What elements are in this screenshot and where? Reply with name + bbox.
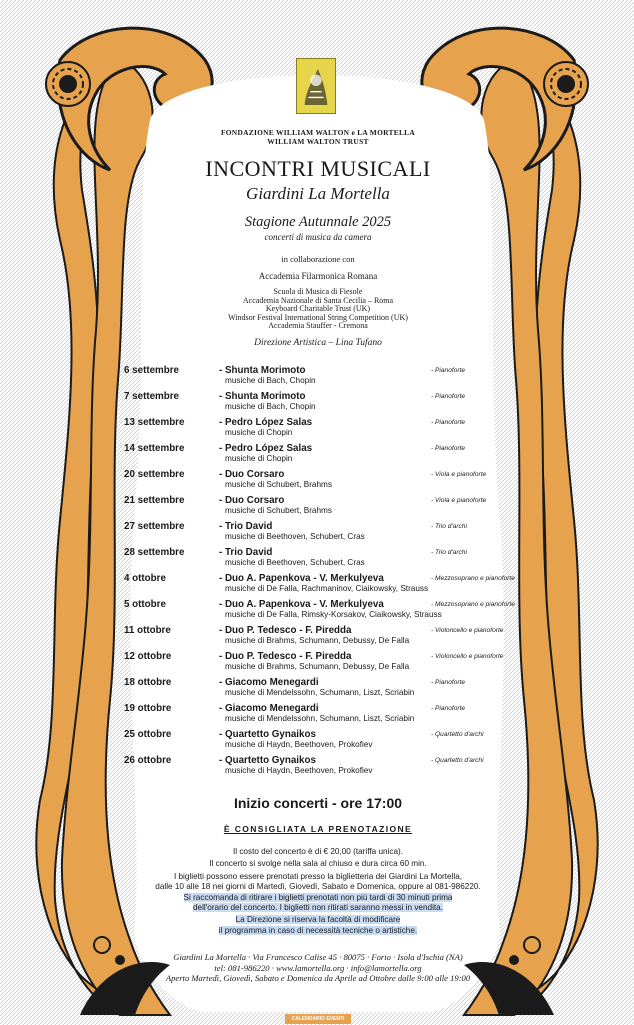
- contacts-line: tel: 081-986220 · www.lamortella.org · info@lamortella.org: [214, 962, 422, 973]
- concert-row: [124, 391, 534, 417]
- concert-row: [124, 755, 534, 781]
- partner-item: Windsor Festival International String Competition (UK): [228, 312, 408, 322]
- main-partner: Accademia Filarmonica Romana: [258, 271, 378, 281]
- concert-date: 25 ottobre: [124, 729, 172, 740]
- season-subtitle: concerti di musica da camera: [264, 232, 372, 242]
- concert-program: musiche di Brahms, Schumann, Debussy, De Falla: [225, 662, 410, 671]
- concert-instrument: - Viola e pianoforte: [431, 471, 487, 478]
- concert-artist: - Duo P. Tedesco - F. Piredda: [219, 651, 352, 662]
- tickets-line-2: dalle 10 alle 18 nei giorni di Martedì, Giovedì, Sabato e Domenica, oppure al 081-986220.: [155, 882, 481, 892]
- concert-row: [124, 495, 534, 521]
- tickets-line: [98, 872, 538, 893]
- concert-artist: - Duo A. Papenkova - V. Merkulyeva: [219, 573, 384, 584]
- concert-artist: - Giacomo Menegardi: [219, 677, 319, 688]
- concert-instrument: - Quartetto d'archi: [431, 731, 484, 738]
- reserve-line-1: La Direzione si riserva la facoltà di modificare: [235, 915, 401, 925]
- concert-instrument: - Pianoforte: [431, 705, 466, 712]
- concert-row: [124, 651, 534, 677]
- info-block: [98, 847, 538, 938]
- concert-artist: - Duo Corsaro: [219, 469, 285, 480]
- concert-program: musiche di Chopin: [225, 428, 293, 437]
- pickup-line-1: Si raccomanda di ritirare i biglietti prenotati non più tardi di 30 minuti prima: [183, 892, 453, 902]
- concert-instrument: - Mezzosoprano e pianoforte: [431, 575, 515, 582]
- reserve-line-2: il programma in caso di necessità tecniche o artistiche.: [218, 925, 418, 935]
- artistic-direction: Direzione Artistica – Lina Tufano: [254, 338, 382, 348]
- concert-row: [124, 547, 534, 573]
- concert-program: musiche di De Falla, Rachmaninov, Ciaikowsky, Strauss: [225, 584, 429, 593]
- concert-date: 12 ottobre: [124, 651, 172, 662]
- partner-item: Keyboard Charitable Trust (UK): [265, 304, 371, 314]
- concert-date: 14 settembre: [124, 443, 185, 454]
- concert-program: musiche di Schubert, Brahms: [225, 506, 332, 515]
- left-flower: [46, 62, 90, 106]
- page-title: INCONTRI MUSICALI: [205, 156, 431, 181]
- concert-artist: - Duo P. Tedesco - F. Piredda: [219, 625, 352, 636]
- concert-row: [124, 729, 534, 755]
- concert-program: musiche di Mendelssohn, Schumann, Liszt, Scriabin: [225, 688, 415, 697]
- concert-date: 7 settembre: [124, 391, 179, 402]
- concert-artist: - Quartetto Gynaikos: [219, 729, 316, 740]
- concert-row: [124, 365, 534, 391]
- concert-program: musiche di Chopin: [225, 454, 293, 463]
- concert-instrument: - Pianoforte: [431, 393, 466, 400]
- concert-row: [124, 443, 534, 469]
- poster-content: [108, 52, 528, 1022]
- concert-instrument: - Quartetto d'archi: [431, 757, 484, 764]
- duration-line: Il concerto si svolge nella sala al chiuso e dura circa 60 min.: [209, 859, 427, 869]
- cost-line: Il costo del concerto è di € 20,00 (tariffa unica).: [232, 847, 404, 856]
- tickets-line-1: I biglietti possono essere prenotati presso la biglietteria dei Giardini La Mortella,: [173, 871, 463, 881]
- pickup-notice: [98, 893, 538, 914]
- concert-date: 26 ottobre: [124, 755, 172, 766]
- concert-artist: - Shunta Morimoto: [219, 391, 306, 402]
- concert-row: [124, 599, 534, 625]
- opening-hours-line: Aperto Martedì, Giovedì, Sabato e Domenica da Aprile ad Ottobre dalle 9:00 alle 19:00: [165, 973, 471, 984]
- partner-list: [108, 288, 528, 331]
- partner-item: Accademia Stauffer - Cremona: [268, 321, 368, 331]
- partner-item: Scuola di Musica di Fiesole: [273, 287, 363, 296]
- concert-program: musiche di Brahms, Schumann, Debussy, De Falla: [225, 636, 410, 645]
- concert-program: musiche di Schubert, Brahms: [225, 480, 332, 489]
- foundation-heading: [108, 128, 528, 146]
- concert-date: 4 ottobre: [124, 573, 166, 584]
- contact-block: [98, 952, 538, 984]
- concert-program: musiche di Haydn, Beethoven, Prokofiev: [225, 740, 373, 749]
- concert-program: musiche di Bach, Chopin: [225, 376, 316, 385]
- concert-schedule: [124, 365, 534, 781]
- booking-notice: È CONSIGLIATA LA PRENOTAZIONE: [223, 824, 413, 834]
- partner-item: Accademia Nazionale di Santa Cecilia – Roma: [242, 295, 394, 305]
- concert-artist: - Pedro López Salas: [219, 443, 313, 454]
- concert-row: [124, 417, 534, 443]
- right-flower: [544, 62, 588, 106]
- concert-program: musiche di Beethoven, Schubert, Cras: [225, 532, 365, 541]
- concert-date: 19 ottobre: [124, 703, 172, 714]
- concert-artist: - Pedro López Salas: [219, 417, 313, 428]
- concert-artist: - Shunta Morimoto: [219, 365, 306, 376]
- concert-row: [124, 469, 534, 495]
- concert-date: 28 settembre: [124, 547, 185, 558]
- concert-date: 21 settembre: [124, 495, 185, 506]
- concert-program: musiche di Bach, Chopin: [225, 402, 316, 411]
- foundation-logo: [296, 58, 336, 114]
- foundation-line-1: FONDAZIONE WILLIAM WALTON e LA MORTELLA: [220, 128, 416, 137]
- address-line: Giardini La Mortella · Via Francesco Calise 45 · 80075 · Forio · Isola d'Ischia (NA): [173, 952, 463, 962]
- concert-instrument: - Trio d'archi: [431, 549, 467, 556]
- concert-row: [124, 521, 534, 547]
- concert-row: [124, 677, 534, 703]
- concert-instrument: - Pianoforte: [431, 679, 466, 686]
- concert-date: 27 settembre: [124, 521, 185, 532]
- concert-instrument: - Viola e pianoforte: [431, 497, 487, 504]
- concert-date: 18 ottobre: [124, 677, 172, 688]
- pickup-line-2: dell'orario del concerto. I biglietti non ritirati saranno messi in vendita.: [192, 903, 444, 913]
- concert-date: 11 ottobre: [124, 625, 171, 636]
- concert-program: musiche di Beethoven, Schubert, Cras: [225, 558, 365, 567]
- concert-row: [124, 625, 534, 651]
- concert-instrument: - Pianoforte: [431, 419, 466, 426]
- concert-row: [124, 573, 534, 599]
- concert-date: 13 settembre: [124, 417, 185, 428]
- concert-date: 20 settembre: [124, 469, 185, 480]
- concert-program: musiche di De Falla, Rimsky-Korsakov, Ciaikowsky, Strauss: [225, 610, 442, 619]
- reserve-notice: [98, 915, 538, 936]
- concert-instrument: - Violoncello e pianoforte: [431, 653, 504, 660]
- concert-artist: - Trio David: [219, 521, 273, 532]
- concert-date: 5 ottobre: [124, 599, 166, 610]
- concert-artist: - Trio David: [219, 547, 273, 558]
- concert-instrument: - Pianoforte: [431, 445, 466, 452]
- concert-instrument: - Pianoforte: [431, 367, 466, 374]
- concert-instrument: - Mezzosoprano e pianoforte: [431, 601, 515, 608]
- start-time: Inizio concerti - ore 17:00: [233, 795, 403, 811]
- foundation-line-2: WILLIAM WALTON TRUST: [267, 137, 369, 146]
- concert-artist: - Quartetto Gynaikos: [219, 755, 316, 766]
- concert-program: musiche di Haydn, Beethoven, Prokofiev: [225, 766, 373, 775]
- concert-row: [124, 703, 534, 729]
- concert-artist: - Giacomo Menegardi: [219, 703, 319, 714]
- calendar-events-button[interactable]: CALENDARIO EVENTI: [285, 1014, 351, 1024]
- concert-artist: - Duo Corsaro: [219, 495, 285, 506]
- collaboration-label: in collaborazione con: [281, 254, 355, 264]
- venue-subtitle: Giardini La Mortella: [246, 184, 390, 203]
- concert-instrument: - Trio d'archi: [431, 523, 467, 530]
- concert-instrument: - Violoncello e pianoforte: [431, 627, 504, 634]
- concert-date: 6 settembre: [124, 365, 179, 376]
- concert-artist: - Duo A. Papenkova - V. Merkulyeva: [219, 599, 384, 610]
- season-title: Stagione Autunnale 2025: [244, 214, 392, 230]
- concert-program: musiche di Mendelssohn, Schumann, Liszt, Scriabin: [225, 714, 415, 723]
